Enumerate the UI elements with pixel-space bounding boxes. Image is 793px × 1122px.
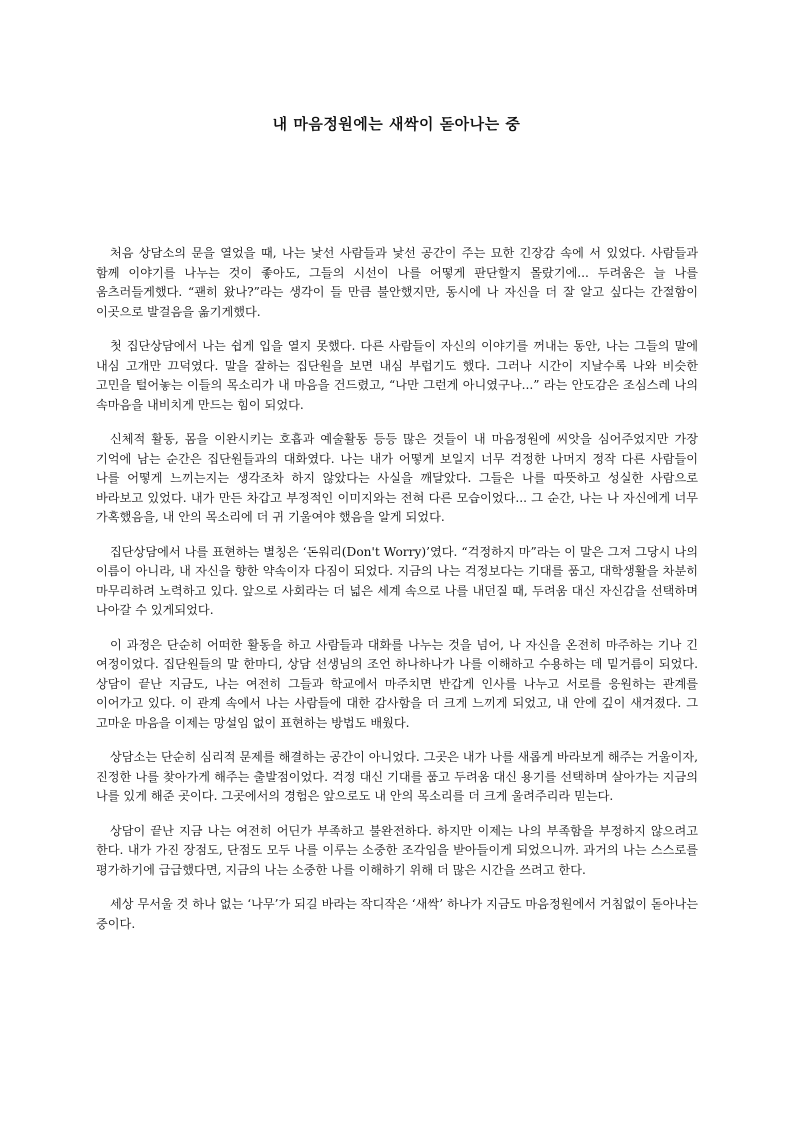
paragraph-2: 첫 집단상담에서 나는 쉽게 입을 열지 못했다. 다른 사람들이 자신의 이야기를 꺼내는 동안, 나는 그들의 말에 내심 고개만 끄덕였다. 말을 잘하는 집단원을 보면 내심 부럽기도 했다. 그러나 시간이 지날수록 나와 비슷한 고민을 털어놓는 이들의 목소리가 내 마음을 건드렸고, “나만 그런게 아니였구나...” 라는 안도감은 조심스레 나의 속마음을 내비치게 만드는 힘이 되었다. (96, 339, 698, 412)
document-title: 내 마음정원에는 새싹이 돋아나는 중 (272, 115, 521, 133)
paragraph-4: 집단상담에서 나를 표현하는 별칭은 ‘돈워리(Don't Worry)’였다. “걱정하지 마”라는 이 말은 그저 그당시 나의 이름이 아니라, 내 자신을 향한 약속이자 다짐이 되었다. 지금의 나는 걱정보다는 기대를 품고, 대학생활을 차분히 마무리하려 노력하고 있다. 앞으로 사회라는 더 넓은 세계 속으로 나를 내던질 때, 두려움 대신 자신감을 선택하며 나아갈 수 있게되었다. (96, 544, 698, 617)
paragraph-5: 이 과정은 단순히 어떠한 활동을 하고 사람들과 대화를 나누는 것을 넘어, 나 자신을 온전히 마주하는 기나 긴 여정이었다. 집단원들의 말 한마디, 상담 선생님의 조언 하나하나가 나를 이해하고 수용하는 데 밑거름이 되었다. 상담이 끝난 지금도, 나는 여전히 그들과 학교에서 마주치면 반갑게 인사를 나누고 서로를 응원하는 관계를 이어가고 있다. 이 관계 속에서 나는 사람들에 대한 감사함을 더 크게 느끼게 되었고, 내 안에 깊이 새겨졌다. 그 고마운 마음을 이제는 망설임 없이 표현하는 방법도 배웠다. (96, 637, 698, 730)
paragraph-1: 처음 상담소의 문을 열었을 때, 나는 낯선 사람들과 낯선 공간이 주는 묘한 긴장감 속에 서 있었다. 사람들과 함께 이야기를 나누는 것이 좋아도, 그들의 시선이 나를 어떻게 판단할지 몰랐기에... 두려움은 늘 나를 움츠러들게했다. “괜히 왔나?”라는 생각이 들 만큼 불안했지만, 동시에 나 자신을 더 잘 알고 싶다는 간절함이 이곳으로 발걸음을 옮기게했다. (96, 246, 698, 319)
paragraph-8: 세상 무서울 것 하나 없는 ‘나무’가 되길 바라는 작디작은 ‘새싹’ 하나가 지금도 마음정원에서 거침없이 돋아나는 중이다. (96, 897, 698, 931)
paragraph-6: 상담소는 단순히 심리적 문제를 해결하는 공간이 아니었다. 그곳은 내가 나를 새롭게 바라보게 해주는 거울이자, 진정한 나를 찾아가게 해주는 출발점이었다. 걱정 대신 기대를 품고 두려움 대신 용기를 선택하며 살아가는 지금의 나를 있게 해준 곳이다. 그곳에서의 경험은 앞으로도 내 안의 목소리를 더 크게 울려주리라 믿는다. (96, 750, 698, 803)
paragraph-7: 상담이 끝난 지금 나는 여전히 어딘가 부족하고 불완전하다. 하지만 이제는 나의 부족함을 부정하지 않으려고 한다. 내가 가진 장점도, 단점도 모두 나를 이루는 소중한 조각임을 받아들이게 되었으니까. 과거의 나는 스스로를 평가하기에 급급했다면, 지금의 나는 소중한 나를 이해하기 위해 더 많은 시간을 쓰려고 한다. (96, 823, 698, 877)
paragraph-3: 신체적 활동, 몸을 이완시키는 호흡과 예술활동 등등 많은 것들이 내 마음정원에 씨앗을 심어주었지만 가장 기억에 남는 순간은 집단원들과의 대화였다. 나는 내가 어떻게 보일지 너무 걱정한 나머지 정작 다른 사람들이 나를 어떻게 느끼는지는 생각조차 하지 않았다는 사실을 깨달았다. 그들은 나를 따뜻하고 성실한 사람으로 바라보고 있었다. 내가 만든 차갑고 부정적인 이미지와는 전혀 다른 모습이었다... 그 순간, 나는 나 자신에게 너무 가혹했음을, 내 안의 목소리에 더 귀 기울여야 했음을 알게 되었다. (96, 432, 698, 524)
document-body (96, 244, 698, 949)
